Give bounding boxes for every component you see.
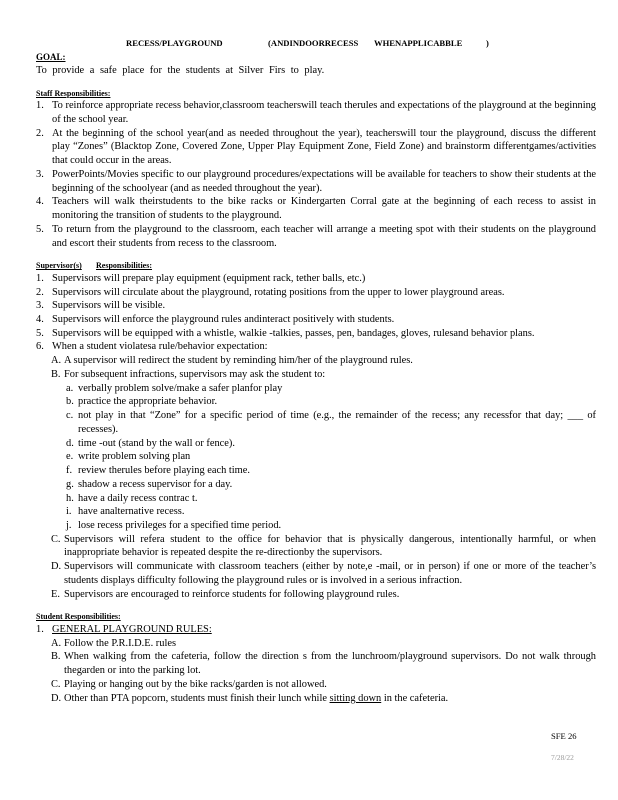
list-item: C. Playing or hanging out by the bike racks/garden is not allowed. [51, 678, 327, 690]
list-item: c. not play in that “Zone” for a specific period of time (e.g., the remainder of the recess; any recessfor that day; ___ of recesses). [66, 410, 596, 435]
staff-heading: Staff Responsibilities: [36, 88, 111, 98]
revision-date: 7/28/22 [551, 753, 574, 762]
list-item: e. write problem solving plan [66, 451, 191, 463]
list-item: B. For subsequent infractions, supervisors may ask the student to: [51, 368, 326, 380]
list-item: 5. To return from the playground to the classroom, each teacher will arrange a meeting spot with their students on the playground and escort their students from recess to the classroom. [36, 223, 596, 249]
list-item: D. Supervisors will communicate with classroom teachers (either by note,e -mail, or in person) if one or more of the teacher’s students displays difficulty following the playground rules or is involved in a serious infraction. [51, 561, 596, 586]
goal-heading: GOAL: [36, 52, 66, 62]
list-item: 4. Teachers will walk theirstudents to the bike racks or Kindergarten Corral gate at the beginning of each recess to assist in monitoring the transition of students to the playground. [36, 196, 596, 222]
goal-text: To provide a safe place for the students at Silver Firs to play. [36, 64, 325, 76]
list-item: C. Supervisors will refera student to the office for behavior that is physically dangerous, intentionally harmful, or when inappropriate behavior is repeated despite the re-directionby the supervisors. [51, 533, 596, 559]
document [36, 38, 596, 705]
list-item: 1. To reinforce appropriate recess behavior,classroom teacherswill teach therules and expectations of the playground at the beginning of the school year. [36, 100, 596, 125]
list-item: a. verbally problem solve/make a safer planfor play [66, 382, 283, 394]
title-right: WHENAPPLICABBLE [374, 38, 463, 48]
list-item: 2. At the beginning of the school year(and as needed throughout the year), teacherswill tour the playground, discuss the different play “Zones” (Blacktop Zone, Covered Zone, Upper Play Equipment Zone, Field Zone) and brainstorm differentgames/activities that could occur in the areas. [36, 127, 596, 167]
list-item: b. practice the appropriate behavior. [66, 396, 218, 408]
list-item: 3. PowerPoints/Movies specific to our playground procedures/expectations will be available for teachers to show their students at the beginning of the schoolyear (and as needed throughout the year). [36, 168, 596, 194]
student-list [36, 623, 596, 705]
list-item: 1. GENERAL PLAYGROUND RULES: [36, 623, 212, 635]
list-item: D. Other than PTA popcorn, students must finish their lunch while sitting down in the cafeteria. [51, 692, 449, 704]
student-heading: Student Responsibilities: [36, 612, 121, 622]
list-item: i. have analternative recess. [66, 506, 185, 518]
list-item: g. shadow a recess supervisor for a day. [66, 478, 233, 490]
list-item: d. time -out (stand by the wall or fence). [66, 437, 235, 449]
list-item: 1. Supervisors will prepare play equipment (equipment rack, tether balls, etc.) [36, 272, 366, 284]
title-middle: (ANDINDOORRECESS [268, 38, 359, 48]
page-title [36, 38, 596, 52]
list-item: j. lose recess privileges for a specified time period. [66, 520, 282, 531]
list-item: A. Follow the P.R.I.D.E. rules [51, 637, 176, 649]
list-item: 6. When a student violatesa rule/behavior expectation: [36, 341, 268, 353]
title-close: ) [486, 38, 489, 48]
list-item: B. When walking from the cafeteria, follow the direction s from the lunchroom/playground supervisors. Do not walk through thegarden or into the parking lot. [51, 651, 596, 677]
title-left: RECESS/PLAYGROUND [126, 38, 223, 48]
list-item: h. have a daily recess contrac t. [66, 492, 198, 504]
supervisor-heading: Supervisor(s) Responsibilities: [36, 261, 153, 271]
list-item: 2. Supervisors will circulate about the playground, rotating positions from the upper to lower playground areas. [36, 286, 505, 298]
list-item: 3. Supervisors will be visible. [36, 300, 166, 312]
list-item: 4. Supervisors will enforce the playground rules andinteract positively with students. [36, 313, 395, 325]
supervisor-list [36, 272, 596, 602]
staff-list [36, 99, 596, 250]
list-item: 5. Supervisors will be equipped with a whistle, walkie -talkies, passes, pen, bandages, gloves, rulesand behavior plans. [36, 327, 535, 339]
list-item: f. review therules before playing each time. [66, 465, 250, 477]
page-number: SFE 26 [551, 731, 577, 741]
list-item: A. A supervisor will redirect the student by reminding him/her of the playground rules. [51, 355, 413, 367]
list-item: E. Supervisors are encouraged to reinforce students for following playground rules. [51, 588, 400, 600]
